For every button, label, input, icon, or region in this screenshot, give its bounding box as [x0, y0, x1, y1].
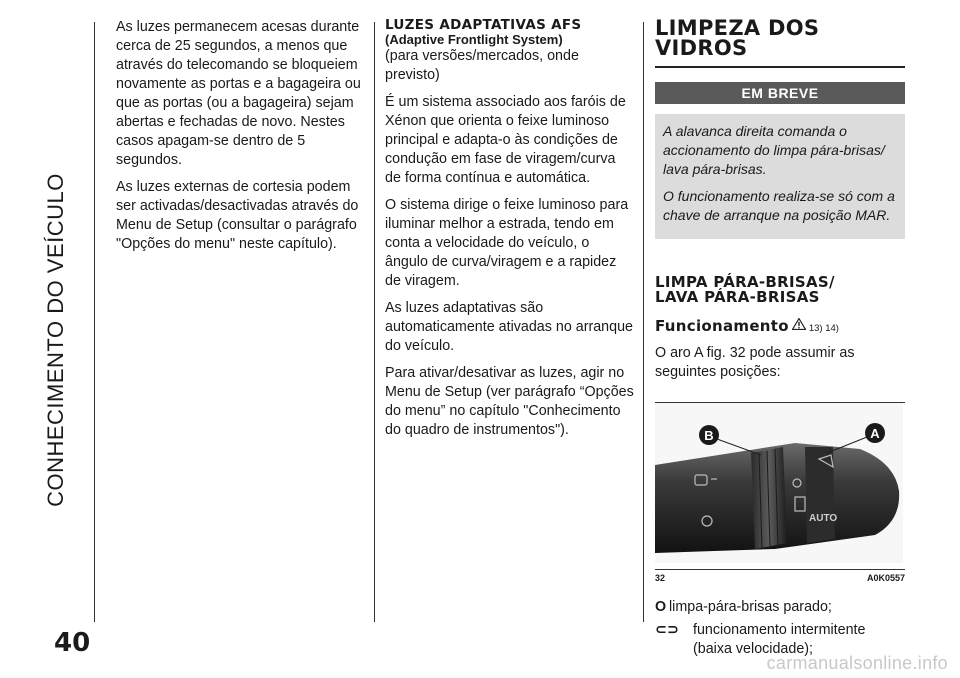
column-divider-right	[643, 22, 644, 622]
auto-label: AUTO	[809, 513, 838, 524]
label-a: A	[870, 426, 880, 441]
section-title-line: VIDROS	[655, 36, 748, 60]
list-symbol: O	[655, 599, 667, 615]
figure-number: 32	[655, 573, 666, 583]
title-rule	[655, 66, 905, 68]
afs-availability-note: (para versões/mercados, onde previsto)	[385, 48, 579, 83]
list-text: limpa-pára-brisas parado;	[669, 599, 832, 615]
column-divider-left	[94, 22, 95, 622]
ring-a	[805, 447, 838, 543]
function-title: Funcionamento	[655, 317, 789, 335]
column-3	[655, 18, 905, 659]
vertical-section-title: CONHECIMENTO DO VEÍCULO	[43, 173, 68, 507]
figure-bottom-rule	[655, 569, 905, 570]
figure-32	[655, 402, 905, 584]
paragraph: As luzes externas de cortesia podem ser activadas/desactivadas através do Menu de Setup (consultar o parágrafo "Opções do menu" neste capítulo).	[116, 179, 359, 252]
wiper-heading-line: LAVA PÁRA-BRISAS	[655, 288, 820, 306]
paragraph: As luzes adaptativas são automaticamente ativadas no arranque do veículo.	[385, 300, 633, 354]
paragraph: O sistema dirige o feixe luminoso para iluminar melhor a estrada, tendo em conta a velocidade do veículo, o ângulo de curva/viragem e a rapidez de viragem.	[385, 197, 629, 289]
wiper-stalk-illustration	[655, 403, 903, 563]
section-title-line: LIMPEZA DOS	[655, 16, 820, 40]
list-symbol: ⊂⊃	[655, 622, 679, 638]
positions-intro: O aro A fig. 32 pode assumir as seguintes posições:	[655, 345, 855, 380]
afs-heading: LUZES ADAPTATIVAS AFS	[385, 17, 582, 33]
paragraph: Para ativar/desativar as luzes, agir no Menu de Setup (ver parágrafo “Opções do menu” no capítulo "Conhecimento do quadro de instrumentos").	[385, 365, 634, 438]
brief-header: EM BREVE	[655, 82, 905, 104]
wiper-heading-line: LIMPA PÁRA-BRISAS/	[655, 273, 835, 291]
watermark: carmanualsonline.info	[766, 653, 948, 673]
ring-b	[751, 447, 787, 549]
afs-subheading: (Adaptive Frontlight System)	[385, 32, 563, 47]
paragraph: As luzes permanecem acesas durante cerca de 25 segundos, a menos que através do telecomando se bloqueiem novamente as portas e a bagageira ou que as portas (ou a bagageira) sejam abertas e fechadas de novo. Nestes casos apagam-se dentro de 5 segundos.	[116, 19, 361, 168]
figure-code: A0K0557	[866, 573, 905, 583]
function-title-row	[655, 317, 905, 336]
paragraph: É um sistema associado aos faróis de Xénon que orienta o feixe luminoso principal e adapta-o às condições de condução em fase de viragem/curva de forma contínua e automática.	[385, 94, 626, 186]
brief-paragraph: A alavanca direita comanda o accionamento do limpa pára-brisas/ lava pára-brisas.	[663, 123, 885, 177]
label-b: B	[704, 428, 714, 443]
list-text: funcionamento intermitente (baixa velocidade);	[693, 622, 866, 657]
column-divider-middle	[374, 22, 375, 622]
brief-paragraph: O funcionamento realiza-se só com a chave de arranque na posição MAR.	[663, 188, 895, 223]
wiper-heading	[655, 275, 905, 305]
brief-box	[655, 114, 905, 239]
column-2	[385, 18, 635, 448]
list-item	[655, 598, 905, 617]
section-title	[655, 18, 905, 58]
function-references: 13) 14)	[808, 323, 839, 334]
figure-caption	[655, 572, 905, 584]
page-number: 40	[54, 628, 91, 658]
column-1	[116, 18, 366, 262]
warning-triangle-icon	[792, 317, 806, 336]
